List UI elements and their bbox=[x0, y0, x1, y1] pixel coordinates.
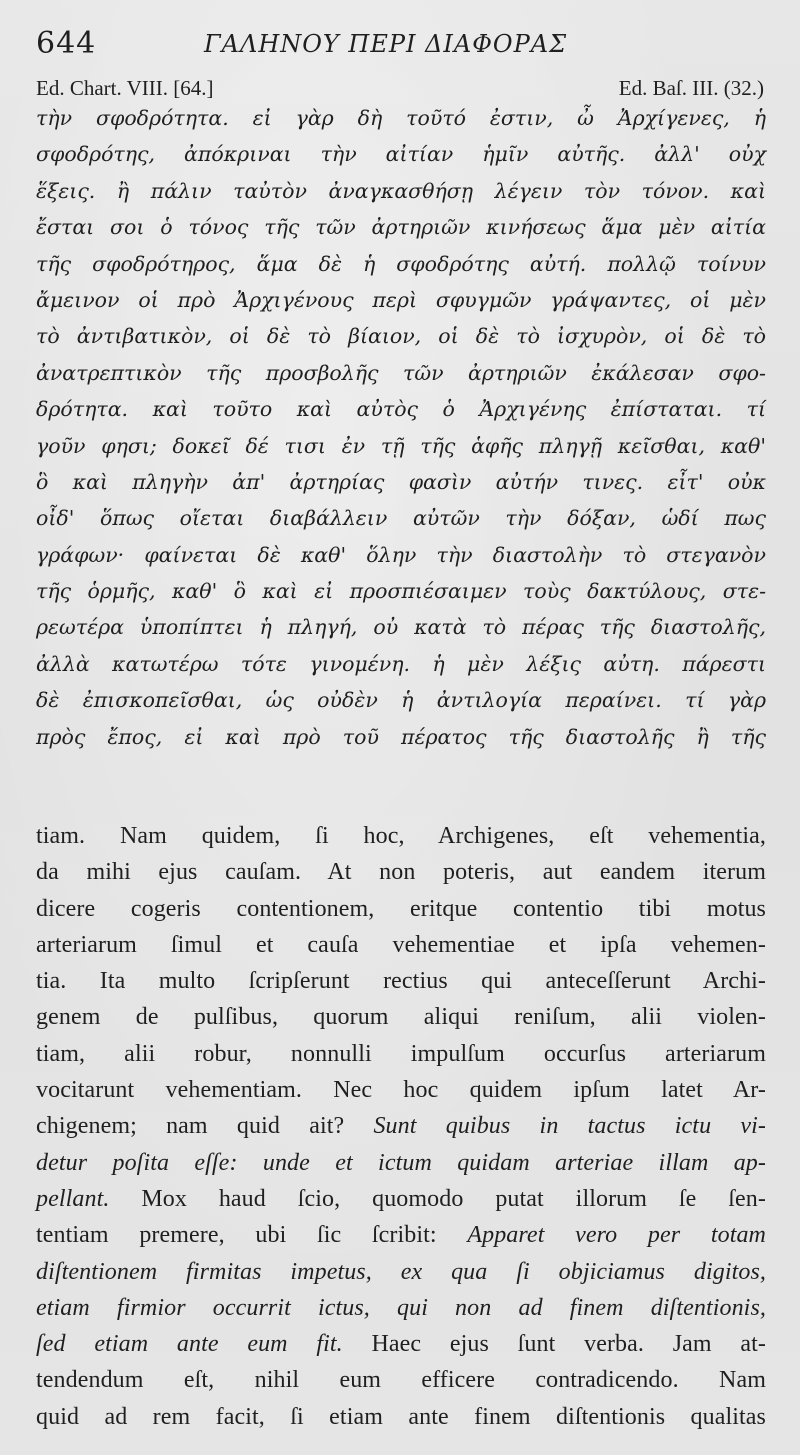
latin-text-segment: tentiam premere, ubi ſic ſcribit: bbox=[36, 1222, 468, 1249]
latin-text-line bbox=[36, 1290, 766, 1326]
latin-text-segment: tia. Ita multo ſcripſerunt rectius qui anteceſſerunt Archi- bbox=[36, 968, 766, 995]
greek-text-line: οἶδ' ὅπως οἴεται διαβάλλειν αὐτῶν τὴν δόξαν, ὡδί πως bbox=[36, 506, 766, 531]
running-head bbox=[36, 26, 764, 66]
latin-quotation-italic: diſtentionem firmitas impetus, ex qua ſi objiciamus digitos, bbox=[36, 1258, 766, 1285]
greek-text-line: δρότητα. καὶ τοῦτο καὶ αὐτὸς ὁ Ἀρχιγένης ἐπίσταται. τί bbox=[36, 397, 766, 422]
latin-text-segment: tendendum eſt, nihil eum efficere contradicendo. Nam bbox=[36, 1367, 766, 1394]
latin-text-line bbox=[36, 891, 766, 927]
latin-quotation-italic: etiam firmior occurrit ictus, qui non ad finem diſtentionis, bbox=[36, 1294, 766, 1321]
latin-quotation-italic: ſed etiam ante eum fit. bbox=[36, 1331, 343, 1358]
latin-text-line bbox=[36, 1217, 766, 1253]
latin-text-line bbox=[36, 1399, 766, 1435]
edition-chartier-reference: Ed. Chart. VIII. [64.] bbox=[36, 76, 214, 100]
latin-text-line bbox=[36, 1072, 766, 1108]
latin-text-segment: genem de pulſibus, quorum aliqui reniſum, alii violen- bbox=[36, 1004, 766, 1031]
greek-text-line: δὲ ἐπισκοπεῖσθαι, ὡς οὐδὲν ἡ ἀντιλογία περαίνει. τί γὰρ bbox=[36, 688, 766, 713]
latin-text-line bbox=[36, 818, 766, 854]
latin-text-line bbox=[36, 1036, 766, 1072]
greek-text-line: ρεωτέρα ὑποπίπτει ἡ πληγή, οὐ κατὰ τὸ πέρας τῆς διαστολῆς, bbox=[36, 615, 766, 640]
latin-text-segment: dicere cogeris contentionem, eritque contentio tibi motus bbox=[36, 895, 766, 922]
latin-text-segment: chigenem; nam quid ait? bbox=[36, 1113, 374, 1140]
greek-text-line: ἀλλὰ κατωτέρω τότε γινομένη. ἡ μὲν λέξις αὐτη. πάρεστι bbox=[36, 651, 766, 676]
latin-text-segment: da mihi ejus cauſam. At non poteris, aut eandem iterum bbox=[36, 859, 766, 886]
greek-text-line: τὸ ἀντιβατικὸν, οἱ δὲ τὸ βίαιον, οἱ δὲ τὸ ἰσχυρὸν, οἱ δὲ τὸ bbox=[36, 324, 766, 349]
latin-text-line bbox=[36, 1362, 766, 1398]
latin-quotation-italic: Sunt quibus in tactus ictu vi- bbox=[373, 1113, 766, 1140]
edition-reference-row bbox=[36, 76, 764, 102]
greek-text-line: τῆς ὁρμῆς, καθ' ὃ καὶ εἰ προσπιέσαιμεν τοὺς δακτύλους, στε- bbox=[36, 579, 766, 604]
latin-quotation-italic: Apparet vero per totam bbox=[467, 1222, 766, 1249]
latin-text-line bbox=[36, 1254, 766, 1290]
greek-text-line: γράφων· φαίνεται δὲ καθ' ὅλην τὴν διαστολὴν τὸ στεγανὸν bbox=[36, 542, 766, 567]
latin-text-segment: tiam. Nam quidem, ſi hoc, Archigenes, eſt vehementia, bbox=[36, 823, 766, 849]
latin-text-segment: tiam, alii robur, nonnulli impulſum occurſus arteriarum bbox=[36, 1040, 766, 1067]
latin-text-segment: Haec ejus ſunt verba. Jam at- bbox=[342, 1331, 767, 1358]
greek-text-line: ἀνατρεπτικὸν τῆς προσβολῆς τῶν ἀρτηριῶν ἐκάλεσαν σφο- bbox=[36, 360, 766, 385]
greek-text-line: σφοδρότης, ἀπόκριναι τὴν αἰτίαν ἡμῖν αὐτῆς. ἀλλ' οὐχ bbox=[36, 142, 766, 167]
latin-text-segment: quid ad rem facit, ſi etiam ante finem diſtentionis qualitas bbox=[36, 1403, 766, 1430]
latin-text-line bbox=[36, 1181, 766, 1217]
greek-text-line: τῆς σφοδρότηρος, ἅμα δὲ ἡ σφοδρότης αὐτή. πολλῷ τοίνυν bbox=[36, 251, 766, 276]
greek-text-block bbox=[36, 100, 766, 755]
latin-text-line bbox=[36, 999, 766, 1035]
edition-basel-reference: Ed. Baſ. III. (32.) bbox=[618, 76, 764, 100]
latin-text-segment: Mox haud ſcio, quomodo putat illorum ſe ſen- bbox=[109, 1185, 766, 1212]
latin-text-line bbox=[36, 1145, 766, 1181]
greek-text-line: ἔσται σοι ὁ τόνος τῆς τῶν ἀρτηριῶν κινήσεως ἅμα μὲν αἰτία bbox=[36, 215, 766, 240]
latin-text-line bbox=[36, 854, 766, 890]
latin-text-block bbox=[36, 818, 766, 1435]
latin-text-line bbox=[36, 1326, 766, 1362]
latin-text-segment: vocitarunt vehementiam. Nec hoc quidem ipſum latet Ar- bbox=[36, 1077, 766, 1104]
page-number: 644 bbox=[36, 26, 97, 61]
latin-quotation-italic: pellant. bbox=[36, 1185, 110, 1212]
greek-text-line: τὴν σφοδρότητα. εἰ γὰρ δὴ τοῦτό ἐστιν, ὦ Ἀρχίγενες, ἡ bbox=[36, 106, 766, 130]
greek-text-line: ἄμεινον οἱ πρὸ Ἀρχιγένους περὶ σφυγμῶν γράψαντες, οἱ μὲν bbox=[36, 287, 766, 312]
latin-text-line bbox=[36, 963, 766, 999]
greek-text-line: πρὸς ἔπος, εἰ καὶ πρὸ τοῦ πέρατος τῆς διαστολῆς ἢ τῆς bbox=[36, 724, 766, 749]
greek-text-line: γοῦν φησι; δοκεῖ δέ τισι ἐν τῇ τῆς ἁφῆς πληγῇ κεῖσθαι, καθ' bbox=[36, 433, 766, 458]
greek-text-line: ὃ καὶ πληγὴν ἀπ' ἀρτηρίας φασὶν αὐτήν τινες. εἶτ' οὐκ bbox=[36, 469, 766, 494]
latin-text-line bbox=[36, 1108, 766, 1144]
latin-text-segment: arteriarum ſimul et cauſa vehementiae et ipſa vehemen- bbox=[36, 931, 766, 958]
running-title: ΓΑΛΗΝΟΥ ΠΕΡΙ ΔΙΑΦΟΡΑΣ bbox=[204, 30, 568, 58]
latin-text-line bbox=[36, 927, 766, 963]
latin-quotation-italic: detur poſita eſſe: unde et ictum quidam arteriae illam ap- bbox=[36, 1149, 766, 1176]
greek-text-line: ἕξεις. ἢ πάλιν ταὐτὸν ἀναγκασθήσῃ λέγειν τὸν τόνον. καὶ bbox=[36, 178, 766, 203]
